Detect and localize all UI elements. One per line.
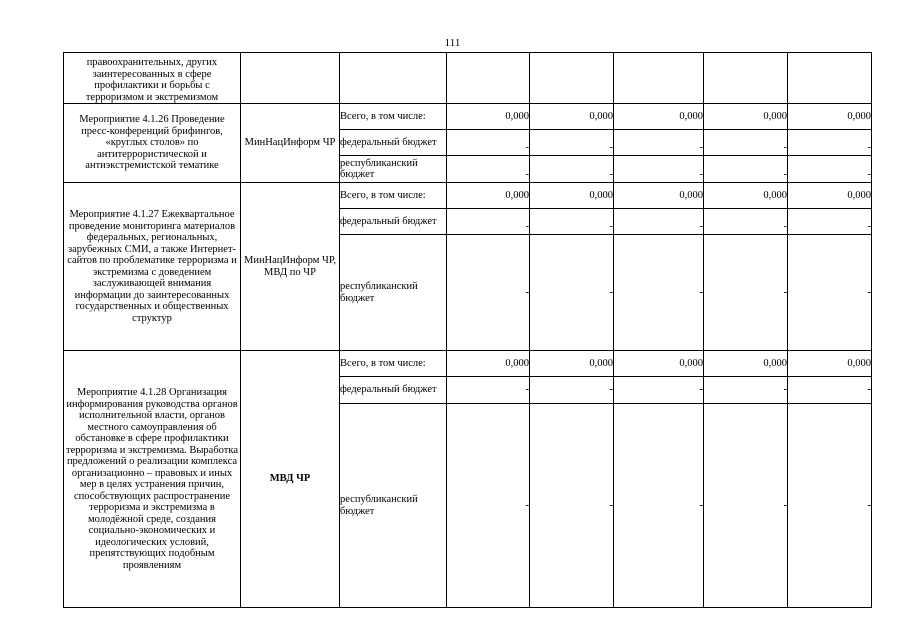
value-cell: - <box>530 156 614 183</box>
value-cell: - <box>704 156 788 183</box>
funding-source: Всего, в том числе: <box>340 183 447 209</box>
empty-cell <box>704 53 788 104</box>
measure-description: Мероприятие 4.1.26 Проведение пресс-конференций брифингов, «круглых столов» по антитеррористической и антиэкстремистской тематике <box>64 104 241 183</box>
value-cell: - <box>788 130 872 156</box>
empty-cell <box>614 53 704 104</box>
value-cell: 0,000 <box>447 104 530 130</box>
table-row <box>64 183 872 209</box>
value-cell: 0,000 <box>614 104 704 130</box>
empty-cell <box>530 53 614 104</box>
value-cell: - <box>530 377 614 404</box>
measure-executor: МВД ЧР <box>241 351 340 608</box>
value-cell: - <box>704 404 788 608</box>
value-cell: 0,000 <box>530 351 614 377</box>
empty-cell <box>447 53 530 104</box>
value-cell: - <box>704 209 788 235</box>
value-cell: - <box>447 156 530 183</box>
measure-description: Мероприятие 4.1.28 Организация информирования руководства органов исполнительной власти, органов местного самоуправления об обстановке в сфере профилактики терроризма и экстремизма. Выработка предложений о реализации комплекса организационно – правовых и иных мер в целях устранения причин, способствующих распространение терроризма и экстремизма в молодёжной среде, создания социально-экономических и идеологических условий, препятствующих подобным проявлениям <box>64 351 241 608</box>
measure-executor: МинНацИнформ ЧР <box>241 104 340 183</box>
funding-source: федеральный бюджет <box>340 209 447 235</box>
value-cell: - <box>530 404 614 608</box>
value-cell: - <box>447 130 530 156</box>
value-cell: - <box>614 377 704 404</box>
value-cell: - <box>447 235 530 351</box>
value-cell: - <box>788 235 872 351</box>
budget-table <box>63 52 872 608</box>
value-cell: 0,000 <box>788 183 872 209</box>
value-cell: - <box>530 130 614 156</box>
funding-source: федеральный бюджет <box>340 377 447 404</box>
table-row <box>64 351 872 377</box>
measure-executor: МинНацИнформ ЧР, МВД по ЧР <box>241 183 340 351</box>
value-cell: - <box>447 404 530 608</box>
value-cell: 0,000 <box>447 183 530 209</box>
value-cell: - <box>704 235 788 351</box>
value-cell: - <box>614 404 704 608</box>
funding-source: республиканский бюджет <box>340 156 447 183</box>
value-cell: - <box>704 130 788 156</box>
value-cell: - <box>788 377 872 404</box>
continuation-row <box>64 53 872 104</box>
value-cell: 0,000 <box>614 351 704 377</box>
value-cell: - <box>614 130 704 156</box>
value-cell: - <box>788 209 872 235</box>
value-cell: 0,000 <box>788 351 872 377</box>
value-cell: 0,000 <box>614 183 704 209</box>
value-cell: - <box>614 235 704 351</box>
value-cell: - <box>530 209 614 235</box>
empty-cell <box>340 53 447 104</box>
funding-source: Всего, в том числе: <box>340 351 447 377</box>
measure-description: Мероприятие 4.1.27 Ежеквартальное проведение мониторинга материалов федеральных, региональных, зарубежных СМИ, а также Интернет-сайтов по проблематике терроризма и экстремизма с доведением заслуживающей внимания информации до заинтересованных государственных и общественных структур <box>64 183 241 351</box>
page-number: 111 <box>444 37 461 49</box>
table-row <box>64 104 872 130</box>
value-cell: 0,000 <box>704 104 788 130</box>
value-cell: 0,000 <box>447 351 530 377</box>
value-cell: - <box>788 156 872 183</box>
value-cell: 0,000 <box>788 104 872 130</box>
value-cell: - <box>614 209 704 235</box>
measure-description: правоохранительных, других заинтересованных в сфере профилактики и борьбы с терроризмом и экстремизмом <box>64 53 241 104</box>
funding-source: республиканский бюджет <box>340 404 447 608</box>
funding-source: Всего, в том числе: <box>340 104 447 130</box>
funding-source: федеральный бюджет <box>340 130 447 156</box>
value-cell: - <box>788 404 872 608</box>
value-cell: - <box>447 377 530 404</box>
value-cell: - <box>530 235 614 351</box>
funding-source: республиканский бюджет <box>340 235 447 351</box>
empty-cell <box>241 53 340 104</box>
value-cell: 0,000 <box>704 351 788 377</box>
empty-cell <box>788 53 872 104</box>
value-cell: 0,000 <box>530 104 614 130</box>
value-cell: 0,000 <box>530 183 614 209</box>
value-cell: 0,000 <box>704 183 788 209</box>
value-cell: - <box>614 156 704 183</box>
value-cell: - <box>704 377 788 404</box>
value-cell: - <box>447 209 530 235</box>
